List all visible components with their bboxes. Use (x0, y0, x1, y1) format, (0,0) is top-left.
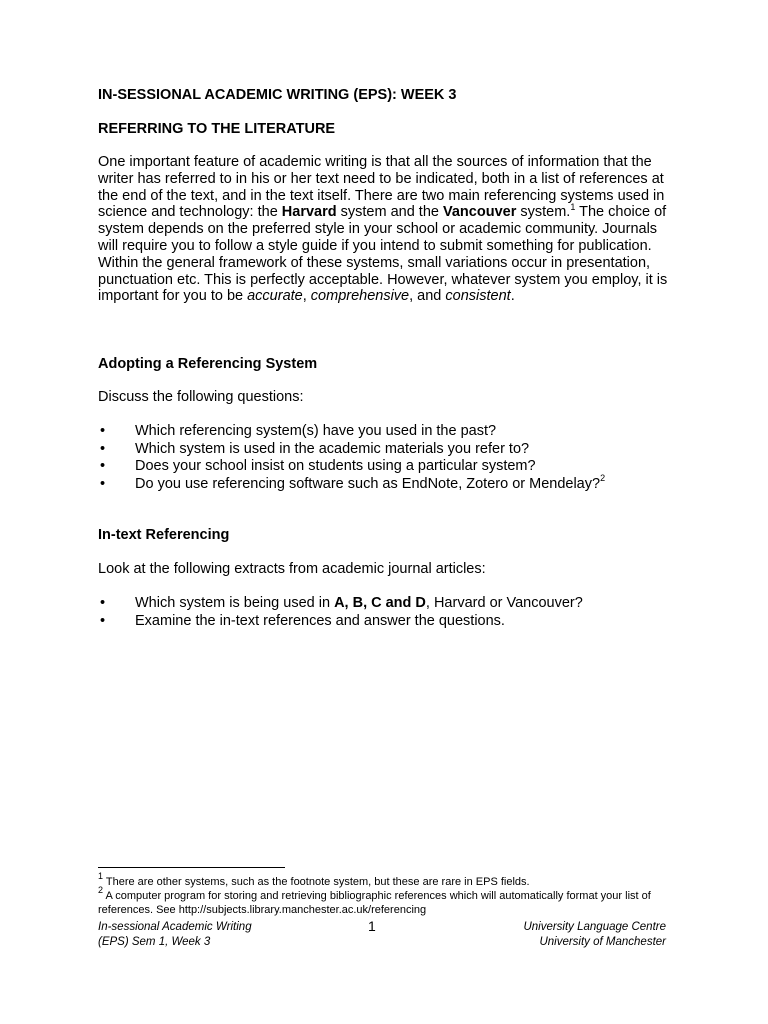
intro-text: , (302, 288, 311, 305)
intext-tasks-list (98, 595, 678, 630)
intro-text: , and (409, 288, 446, 305)
footnote-marker-2: 2 (600, 472, 606, 483)
list-item-text: Does your school insist on students using a particular system? (135, 458, 536, 474)
bullet-icon: • (100, 475, 106, 492)
extract-letters: A, B, C and D (334, 595, 426, 611)
consistent-term: consistent (445, 288, 511, 305)
document-title: IN-SESSIONAL ACADEMIC WRITING (EPS): WEEK 3 (98, 87, 457, 103)
list-item (98, 458, 678, 476)
intro-text: system and the (336, 204, 443, 221)
footer-institution-line1: University Language Centre (523, 921, 666, 933)
bullet-icon: • (100, 458, 106, 474)
intro-text: One important feature of academic writing is that all the sources of information that the writer has referred to in his or her text need to be indicated, both in a list of references at the end of the text, and in the text itself. There are two main referencing systems used in science and technology: the (98, 154, 665, 221)
harvard-term: Harvard (281, 204, 337, 221)
footnote-text: There are other systems, such as the footnote system, but these are rare in EPS fields. (103, 876, 530, 888)
footer-course (98, 920, 252, 950)
comprehensive-term: comprehensive (310, 288, 410, 305)
bullet-icon: • (100, 612, 106, 629)
list-item-text: Examine the in-text references and answer the questions. (135, 612, 505, 629)
list-item-text: Do you use referencing software such as EndNote, Zotero or Mendelay? (135, 475, 601, 492)
list-item-text: Which referencing system(s) have you used in the past? (135, 423, 497, 439)
footer-course-line1: In-sessional Academic Writing (98, 921, 252, 933)
page-number: 1 (368, 918, 376, 934)
list-item (98, 472, 678, 494)
list-item (98, 423, 678, 441)
footer-course-line2: (EPS) Sem 1, Week 3 (98, 936, 211, 948)
list-item-text: , Harvard or Vancouver? (425, 595, 583, 611)
list-item-text: Which system is being used in (135, 595, 335, 611)
document-subtitle: REFERRING TO THE LITERATURE (98, 121, 336, 137)
footnote-1 (98, 871, 668, 889)
vancouver-term: Vancouver (443, 204, 517, 221)
footnotes (98, 871, 668, 917)
footnote-marker-1: 1 (570, 201, 576, 212)
accurate-term: accurate (247, 288, 303, 305)
adopting-questions-list (98, 423, 678, 493)
intro-paragraph (98, 154, 668, 305)
footer-institution (523, 920, 666, 950)
footnote-text: A computer program for storing and retrieving bibliographic references which will automatically format your list of references. See http://subjects.library.manchester.ac.uk/referencing (98, 890, 651, 916)
bullet-icon: • (100, 595, 106, 611)
footnote-marker: 2 (98, 885, 104, 896)
intro-text: . (510, 288, 515, 305)
section-heading-intext: In-text Referencing (98, 527, 230, 543)
section-heading-adopting: Adopting a Referencing System (98, 356, 318, 372)
list-item-text: Which system is used in the academic materials you refer to? (135, 440, 530, 457)
intro-text: system. (516, 204, 571, 221)
list-item (98, 595, 678, 613)
footnote-marker: 1 (98, 871, 104, 882)
intext-prompt: Look at the following extracts from academic journal articles: (98, 561, 486, 577)
bullet-icon: • (100, 423, 106, 439)
list-item (98, 613, 678, 631)
footer-institution-line2: University of Manchester (539, 936, 666, 948)
adopting-prompt: Discuss the following questions: (98, 389, 304, 405)
intro-text: The choice of system depends on the preferred style in your school or academic community. Journals will require you to follow a style guide if you intend to submit something for publication. Within the general framework of these systems, small variations occur in presentation, punctuation etc. This is perfectly acceptable. However, whatever system you employ, it is important for you to be (98, 204, 668, 305)
list-item (98, 441, 678, 459)
bullet-icon: • (100, 440, 106, 457)
footnote-2 (98, 885, 668, 917)
footnote-divider (98, 867, 285, 868)
